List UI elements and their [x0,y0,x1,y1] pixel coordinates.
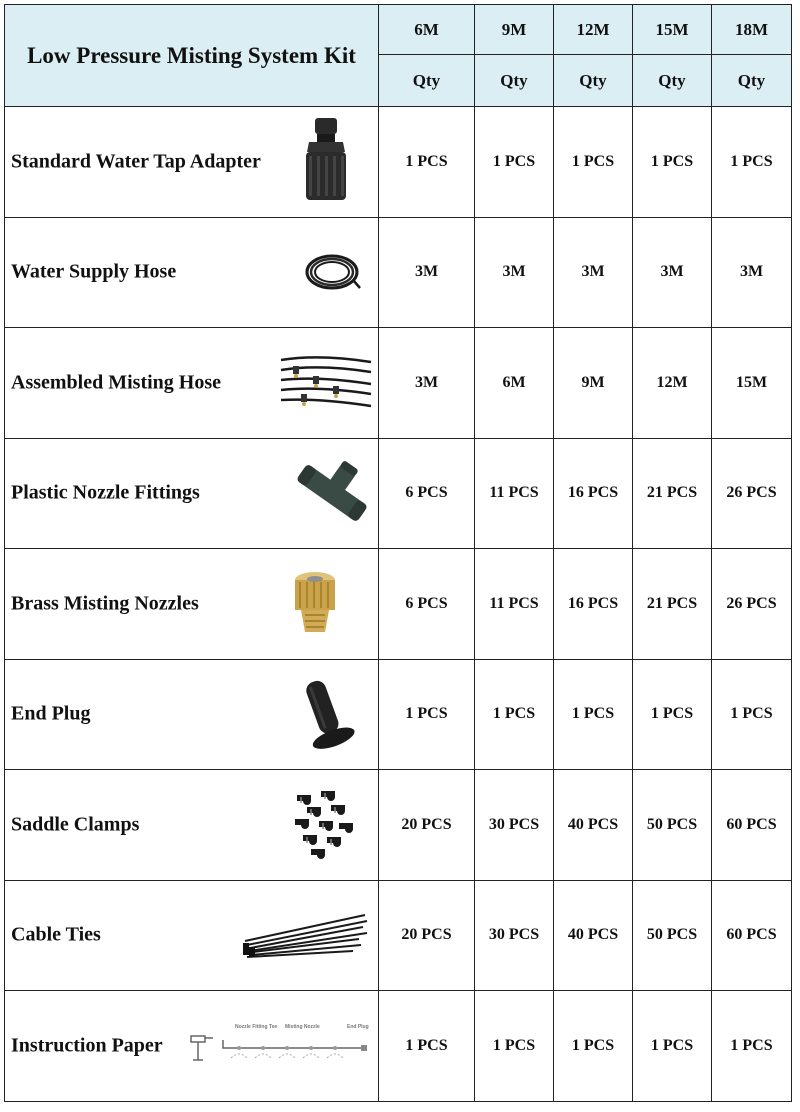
table-row [5,217,792,328]
qty-cell: 9M [554,328,633,439]
item-name: End Plug [11,702,91,725]
qty-header: Qty [475,55,554,107]
qty-cell: 40 PCS [554,770,633,881]
qty-cell: 3M [379,328,475,439]
tap-adapter-icon [301,116,361,208]
qty-cell: 6M [475,328,554,439]
qty-cell: 30 PCS [475,880,554,991]
qty-cell: 1 PCS [379,107,475,218]
hose-coil-icon [303,250,361,294]
table-row [5,328,792,439]
qty-cell: 3M [712,217,792,328]
qty-cell: 60 PCS [712,880,792,991]
qty-cell: 1 PCS [633,659,712,770]
brass-nozzle-icon [291,570,339,638]
qty-cell: 1 PCS [379,659,475,770]
cable-ties-icon [241,911,369,959]
qty-cell: 11 PCS [475,438,554,549]
qty-cell: 50 PCS [633,770,712,881]
qty-cell: 6 PCS [379,549,475,660]
length-header-18m: 18M [712,5,792,55]
item-cell [5,107,379,218]
item-cell [5,438,379,549]
item-name: Plastic Nozzle Fittings [11,481,200,504]
qty-cell: 1 PCS [475,659,554,770]
item-name: Cable Ties [11,923,101,946]
item-cell [5,991,379,1102]
table-row [5,438,792,549]
qty-cell: 16 PCS [554,549,633,660]
qty-cell: 20 PCS [379,770,475,881]
instruction-diagram-icon [187,1018,373,1074]
qty-cell: 50 PCS [633,880,712,991]
qty-cell: 11 PCS [475,549,554,660]
qty-cell: 12M [633,328,712,439]
table-row [5,549,792,660]
item-name: Assembled Misting Hose [11,371,221,394]
qty-header: Qty [554,55,633,107]
qty-cell: 20 PCS [379,880,475,991]
item-name: Brass Misting Nozzles [11,592,199,615]
qty-cell: 1 PCS [554,991,633,1102]
item-cell [5,328,379,439]
item-name: Instruction Paper [11,1034,163,1057]
qty-cell: 3M [475,217,554,328]
length-header-6m: 6M [379,5,475,55]
item-cell [5,880,379,991]
tee-fitting-icon [289,455,375,531]
qty-cell: 40 PCS [554,880,633,991]
diagram-label: Misting Nozzle [285,1023,320,1030]
table-row [5,880,792,991]
qty-cell: 26 PCS [712,438,792,549]
length-header-12m: 12M [554,5,633,55]
qty-cell: 1 PCS [712,991,792,1102]
table-row [5,770,792,881]
qty-cell: 21 PCS [633,549,712,660]
item-cell [5,549,379,660]
qty-cell: 1 PCS [633,991,712,1102]
item-cell [5,659,379,770]
qty-header: Qty [379,55,475,107]
item-cell [5,217,379,328]
kit-contents-table [4,4,792,1102]
qty-cell: 3M [379,217,475,328]
qty-cell: 16 PCS [554,438,633,549]
item-name: Standard Water Tap Adapter [11,150,261,173]
qty-header: Qty [712,55,792,107]
length-header-15m: 15M [633,5,712,55]
end-plug-icon [293,675,361,753]
qty-header: Qty [633,55,712,107]
qty-cell: 1 PCS [554,659,633,770]
qty-cell: 15M [712,328,792,439]
table-row [5,107,792,218]
qty-cell: 1 PCS [554,107,633,218]
table-row [5,659,792,770]
diagram-label: End Plug [347,1023,369,1030]
qty-cell: 1 PCS [633,107,712,218]
qty-cell: 6 PCS [379,438,475,549]
qty-cell: 26 PCS [712,549,792,660]
qty-cell: 21 PCS [633,438,712,549]
item-name: Water Supply Hose [11,260,177,283]
qty-cell: 1 PCS [475,107,554,218]
qty-cell: 1 PCS [712,659,792,770]
qty-cell: 1 PCS [712,107,792,218]
length-header-9m: 9M [475,5,554,55]
qty-cell: 1 PCS [379,991,475,1102]
item-name: Saddle Clamps [11,813,140,836]
table-title: Low Pressure Misting System Kit [5,5,379,107]
table-row [5,991,792,1102]
saddle-clamps-icon [287,787,361,863]
qty-cell: 1 PCS [475,991,554,1102]
diagram-label: Nozzle Fitting Tee [235,1023,278,1030]
qty-cell: 3M [633,217,712,328]
misting-hose-icon [279,352,373,414]
qty-cell: 30 PCS [475,770,554,881]
item-cell [5,770,379,881]
qty-cell: 3M [554,217,633,328]
qty-cell: 60 PCS [712,770,792,881]
